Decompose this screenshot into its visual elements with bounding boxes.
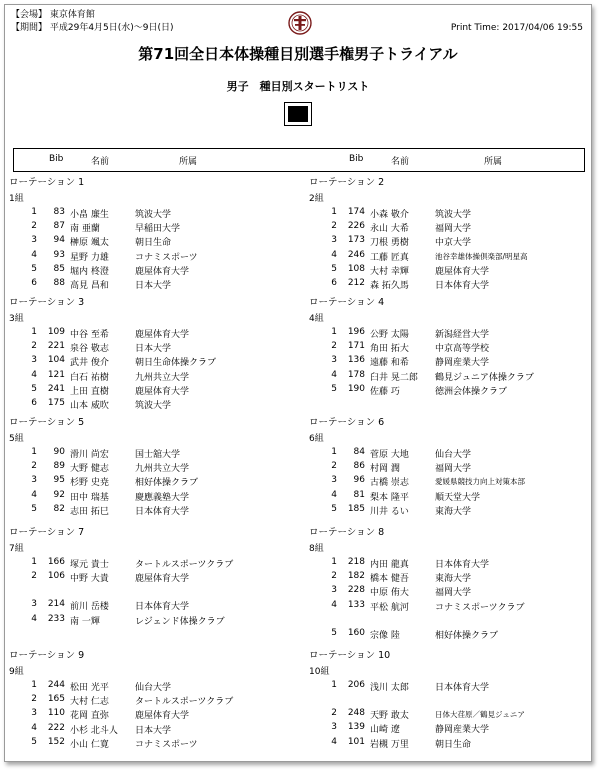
athlete-name: 前川 岳楼 <box>70 602 109 613</box>
athlete-row <box>9 327 289 341</box>
bib-number: 212 <box>347 278 365 288</box>
athlete-affiliation: 慶應義塾大学 <box>135 492 190 503</box>
bib-number: 228 <box>347 585 365 596</box>
bib-number: 174 <box>347 207 365 217</box>
start-order: 4 <box>331 249 337 260</box>
athlete-name: 白石 祐樹 <box>70 372 109 383</box>
group-label: 6組 <box>309 434 324 444</box>
athlete-row <box>9 680 289 694</box>
athlete-affiliation: 九州共立大学 <box>135 372 190 383</box>
bib-number: 81 <box>353 489 365 500</box>
start-order: 2 <box>331 571 337 582</box>
start-order: 4 <box>331 599 337 610</box>
athlete-row <box>9 355 289 369</box>
start-order: 1 <box>331 447 337 457</box>
bib-number: 85 <box>53 263 65 274</box>
athlete-affiliation: 中京大学 <box>435 238 472 249</box>
start-order: 3 <box>331 355 337 366</box>
athlete-row <box>309 557 589 571</box>
athlete-row <box>309 475 589 489</box>
bib-number: 133 <box>347 599 365 610</box>
start-order: 2 <box>331 461 337 472</box>
athlete-name: 上田 直樹 <box>70 386 109 397</box>
bib-number: 241 <box>47 383 65 394</box>
athlete-affiliation: 日本大学 <box>135 344 172 355</box>
col-bib-left: Bib <box>49 154 64 164</box>
athlete-row <box>9 250 289 264</box>
athlete-name: 川井 るい <box>370 506 409 517</box>
athlete-affiliation: コナミスポーツ <box>135 252 198 263</box>
athlete-row <box>9 504 289 518</box>
athlete-affiliation: 愛媛県競技力向上対策本部 <box>435 477 525 487</box>
bib-number: 221 <box>47 341 65 352</box>
bib-number: 87 <box>53 221 65 232</box>
rotation-label: ローテーション 7 <box>9 527 85 538</box>
athlete-row <box>9 708 289 722</box>
athlete-affiliation: 静岡産業大学 <box>435 358 490 369</box>
rotation-label: ローテーション 4 <box>309 297 385 308</box>
bib-number: 178 <box>347 369 365 380</box>
athlete-name: 南 一輝 <box>70 616 100 627</box>
bib-number: 222 <box>47 722 65 733</box>
bib-number: 233 <box>47 613 65 624</box>
athlete-row <box>309 264 589 278</box>
athlete-name: 天野 敢太 <box>370 711 409 722</box>
start-order: 4 <box>31 489 37 500</box>
bib-number: 248 <box>347 708 365 719</box>
athlete-affiliation: 相好体操クラブ <box>435 630 499 641</box>
bib-number: 206 <box>347 680 365 690</box>
athlete-row <box>309 278 589 292</box>
rotation-label: ローテーション 9 <box>9 650 85 661</box>
athlete-row <box>9 207 289 221</box>
start-order: 5 <box>31 263 37 274</box>
athlete-row <box>9 614 289 628</box>
bib-number: 86 <box>353 461 365 472</box>
athlete-affiliation: 池谷幸雄体操倶楽部/明星高 <box>435 251 528 261</box>
start-order: 5 <box>331 627 337 638</box>
bib-number: 139 <box>347 722 365 733</box>
start-order: 5 <box>31 736 37 747</box>
start-order: 4 <box>331 736 337 747</box>
start-order: 4 <box>331 489 337 500</box>
athlete-name: 公野 太陽 <box>370 330 409 340</box>
athlete-row <box>9 370 289 384</box>
athlete-name: 工藤 匠真 <box>370 252 409 263</box>
athlete-affiliation: 仙台大学 <box>135 683 172 693</box>
athlete-affiliation: 中京高等学校 <box>435 344 490 355</box>
athlete-affiliation: 静岡産業大学 <box>435 725 490 736</box>
bib-number: 173 <box>347 235 365 246</box>
start-order: 6 <box>31 278 37 288</box>
start-order: 2 <box>31 694 37 705</box>
start-order: 4 <box>331 369 337 380</box>
athlete-affiliation: 早稲田大学 <box>135 224 181 235</box>
athlete-row <box>309 327 589 341</box>
athlete-affiliation: 筑波大学 <box>135 401 172 411</box>
athlete-name: 角田 拓大 <box>370 344 409 355</box>
athlete-row <box>309 490 589 504</box>
athlete-affiliation: 福岡大学 <box>435 224 472 235</box>
athlete-name: 武井 俊介 <box>70 358 109 369</box>
athlete-name: 遠藤 和希 <box>370 358 409 369</box>
bib-number: 160 <box>347 627 365 638</box>
athlete-name: 橋本 健吾 <box>370 574 409 585</box>
bib-number: 101 <box>347 736 365 747</box>
athlete-row <box>309 355 589 369</box>
bib-number: 165 <box>47 694 65 705</box>
athlete-name: 中野 大貴 <box>70 574 109 585</box>
group-label: 10組 <box>309 667 330 677</box>
start-order: 3 <box>331 475 337 486</box>
column-header-bar <box>13 148 585 172</box>
bib-number: 95 <box>53 475 65 486</box>
group-label: 8組 <box>309 544 324 554</box>
start-order: 3 <box>331 722 337 733</box>
athlete-row <box>309 341 589 355</box>
athlete-name: 刀根 勇樹 <box>370 238 409 249</box>
athlete-row <box>309 722 589 736</box>
rotation-label: ローテーション 5 <box>9 417 85 428</box>
rotation-label: ローテーション 10 <box>309 650 391 661</box>
athlete-row <box>309 461 589 475</box>
athlete-affiliation: 日本体育大学 <box>435 560 490 570</box>
bib-number: 108 <box>347 263 365 274</box>
bib-number: 96 <box>353 475 365 486</box>
athlete-affiliation: 九州共立大学 <box>135 464 190 475</box>
athlete-row <box>309 737 589 751</box>
bib-number: 218 <box>347 557 365 567</box>
bib-number: 104 <box>47 355 65 366</box>
bib-number: 226 <box>347 221 365 232</box>
athlete-name: 古橋 崇志 <box>370 478 409 489</box>
athlete-row <box>9 278 289 292</box>
bib-number: 88 <box>53 278 65 288</box>
athlete-name: 森 拓久馬 <box>370 281 409 291</box>
athlete-affiliation: 鹿屋体育大学 <box>435 266 490 277</box>
athlete-row <box>309 585 589 599</box>
bib-number: 196 <box>347 327 365 337</box>
start-order: 1 <box>331 557 337 567</box>
start-order: 5 <box>331 503 337 514</box>
athlete-row <box>9 723 289 737</box>
athlete-affiliation: 徳洲会体操クラブ <box>435 386 508 397</box>
athlete-affiliation: 朝日生命体操クラブ <box>135 358 217 369</box>
start-order: 1 <box>31 557 37 567</box>
bib-number: 244 <box>47 680 65 690</box>
athlete-name: 堀内 柊澄 <box>70 266 109 277</box>
athlete-affiliation: 東海大学 <box>435 506 472 517</box>
athlete-affiliation: 日体大荏原／鶴見ジュニア <box>435 710 525 720</box>
bib-number: 185 <box>347 503 365 514</box>
athlete-affiliation: 仙台大学 <box>435 450 472 460</box>
athlete-row <box>309 221 589 235</box>
athlete-affiliation: 筑波大学 <box>135 210 172 220</box>
athlete-row <box>9 235 289 249</box>
athlete-name: 山本 威吹 <box>70 401 109 411</box>
athlete-name: 小森 敬介 <box>370 210 409 220</box>
bib-number: 190 <box>347 383 365 394</box>
athlete-name: 内田 龍真 <box>370 560 409 570</box>
group-label: 7組 <box>9 544 24 554</box>
athlete-row <box>309 250 589 264</box>
athlete-name: 南 亜蘭 <box>70 224 100 235</box>
athlete-affiliation: 東海大学 <box>435 574 472 585</box>
rotation-label: ローテーション 1 <box>9 177 85 188</box>
bib-number: 175 <box>47 398 65 408</box>
athlete-name: 宗像 陸 <box>370 630 400 641</box>
start-order: 3 <box>31 708 37 719</box>
bib-number: 121 <box>47 369 65 380</box>
group-label: 5組 <box>9 434 24 444</box>
start-order: 3 <box>31 599 37 610</box>
bib-number: 106 <box>47 571 65 582</box>
rotation-label: ローテーション 6 <box>309 417 385 428</box>
col-name-left: 名前 <box>91 157 110 167</box>
bib-number: 92 <box>53 489 65 500</box>
athlete-affiliation: コナミスポーツクラブ <box>435 602 525 613</box>
group-label: 4組 <box>309 314 324 324</box>
bib-number: 214 <box>47 599 65 610</box>
start-order: 5 <box>331 263 337 274</box>
athlete-name: 菅原 大地 <box>370 450 409 460</box>
athlete-name: 臼井 晃二郎 <box>370 372 418 383</box>
start-list-page <box>4 4 592 762</box>
athlete-affiliation: 鹿屋体育大学 <box>135 266 190 277</box>
bib-number: 152 <box>47 736 65 747</box>
start-order: 5 <box>331 383 337 394</box>
start-order: 1 <box>331 327 337 337</box>
start-order: 3 <box>331 235 337 246</box>
athlete-name: 滑川 尚宏 <box>70 450 109 460</box>
athlete-row <box>309 600 589 614</box>
athlete-affiliation: 鹿屋体育大学 <box>135 330 190 340</box>
period-label: 【期間】 平成29年4月5日(水)～9日(日) <box>11 23 174 33</box>
athlete-row <box>9 571 289 585</box>
start-order: 1 <box>31 447 37 457</box>
athlete-row <box>309 384 589 398</box>
athlete-affiliation: 新潟経営大学 <box>435 330 490 340</box>
group-label: 1組 <box>9 194 24 204</box>
athlete-name: 浅川 太郎 <box>370 683 409 693</box>
start-order: 2 <box>31 341 37 352</box>
bib-number: 84 <box>353 447 365 457</box>
event-symbol <box>284 102 312 126</box>
col-affiliation-left: 所属 <box>179 157 198 167</box>
athlete-affiliation: 日本体育大学 <box>135 506 190 517</box>
athlete-row <box>309 235 589 249</box>
athlete-row <box>309 708 589 722</box>
athlete-name: 田中 瑞基 <box>70 492 109 503</box>
athlete-name: 大村 幸輝 <box>370 266 409 277</box>
col-affiliation-right: 所属 <box>484 157 503 167</box>
group-label: 3組 <box>9 314 24 324</box>
athlete-name: 松田 光平 <box>70 683 109 693</box>
athlete-affiliation: 鹿屋体育大学 <box>135 711 190 722</box>
bib-number: 110 <box>47 708 65 719</box>
col-name-right: 名前 <box>391 157 410 167</box>
athlete-row <box>309 207 589 221</box>
athlete-row <box>9 398 289 412</box>
athlete-name: 高見 昌和 <box>70 281 109 291</box>
athlete-row <box>9 694 289 708</box>
athlete-affiliation: 朝日生命 <box>435 739 472 750</box>
athlete-affiliation: 福岡大学 <box>435 464 472 475</box>
athlete-name: 佐藤 巧 <box>370 386 400 397</box>
athlete-row <box>309 628 589 642</box>
athlete-row <box>9 447 289 461</box>
document-title: 第71回全日本体操種目別選手権男子トライアル <box>138 45 458 63</box>
bib-number: 82 <box>53 503 65 514</box>
athlete-affiliation: 福岡大学 <box>435 588 472 599</box>
start-order: 1 <box>331 207 337 217</box>
bib-number: 94 <box>53 235 65 246</box>
venue-label: 【会場】 東京体育館 <box>11 10 95 20</box>
start-order: 2 <box>31 461 37 472</box>
athlete-row <box>9 384 289 398</box>
start-order: 3 <box>31 475 37 486</box>
athlete-affiliation: 相好体操クラブ <box>135 478 199 489</box>
start-order: 1 <box>31 680 37 690</box>
start-order: 3 <box>331 585 337 596</box>
start-order: 5 <box>31 383 37 394</box>
athlete-name: 大野 健志 <box>70 464 109 475</box>
athlete-name: 平松 航河 <box>370 602 409 613</box>
start-order: 4 <box>31 249 37 260</box>
athlete-affiliation: タートルスポーツクラブ <box>135 697 234 708</box>
athlete-affiliation: 順天堂大学 <box>435 492 481 503</box>
bib-number: 246 <box>347 249 365 260</box>
athlete-name: 村岡 潤 <box>370 464 400 475</box>
athlete-affiliation: 朝日生命 <box>135 238 172 249</box>
start-order: 4 <box>31 613 37 624</box>
rotation-label: ローテーション 8 <box>309 527 385 538</box>
bib-number: 90 <box>53 447 65 457</box>
athlete-affiliation: コナミスポーツ <box>135 739 198 750</box>
athlete-name: 山崎 遼 <box>370 725 400 736</box>
athlete-affiliation: 日本体育大学 <box>135 602 190 613</box>
group-label: 2組 <box>309 194 324 204</box>
athlete-row <box>309 571 589 585</box>
athlete-name: 塚元 貴士 <box>70 560 109 570</box>
start-order: 2 <box>331 341 337 352</box>
federation-emblem-icon <box>288 11 312 35</box>
athlete-row <box>9 341 289 355</box>
document-subtitle: 男子 種目別スタートリスト <box>226 80 370 93</box>
start-order: 3 <box>31 355 37 366</box>
athlete-affiliation: 国士舘大学 <box>135 450 181 460</box>
athlete-name: 星野 力雄 <box>70 252 109 263</box>
group-label: 9組 <box>9 667 24 677</box>
athlete-row <box>9 490 289 504</box>
athlete-affiliation: 鹿屋体育大学 <box>135 574 190 585</box>
athlete-name: 梨本 隆平 <box>370 492 409 503</box>
bib-number: 171 <box>347 341 365 352</box>
start-order: 1 <box>331 680 337 690</box>
athlete-row <box>9 221 289 235</box>
athlete-row <box>9 599 289 613</box>
athlete-name: 中原 侑大 <box>370 588 409 599</box>
athlete-name: 小杉 北斗人 <box>70 725 118 736</box>
athlete-row <box>9 475 289 489</box>
start-order: 1 <box>31 327 37 337</box>
athlete-row <box>309 680 589 694</box>
start-order: 6 <box>31 398 37 408</box>
bib-number: 109 <box>47 327 65 337</box>
athlete-affiliation: タートルスポーツクラブ <box>135 560 234 570</box>
athlete-affiliation: 鹿屋体育大学 <box>135 386 190 397</box>
start-order: 2 <box>331 708 337 719</box>
bib-number: 83 <box>53 207 65 217</box>
athlete-affiliation: 筑波大学 <box>435 210 472 220</box>
athlete-affiliation: レジェンド体操クラブ <box>135 616 225 627</box>
start-order: 2 <box>31 221 37 232</box>
rotation-label: ローテーション 2 <box>309 177 385 188</box>
athlete-name: 杉野 史尭 <box>70 478 109 489</box>
athlete-name: 小山 仁寛 <box>70 739 109 750</box>
athlete-name: 榊原 颯太 <box>70 238 109 249</box>
start-order: 2 <box>31 571 37 582</box>
athlete-name: 大村 仁志 <box>70 697 109 708</box>
athlete-affiliation: 日本体育大学 <box>435 281 490 291</box>
start-order: 6 <box>331 278 337 288</box>
athlete-affiliation: 鶴見ジュニア体操クラブ <box>435 372 534 383</box>
print-time: Print Time: 2017/04/06 19:55 <box>450 23 583 33</box>
rotation-label: ローテーション 3 <box>9 297 85 308</box>
bib-number: 89 <box>53 461 65 472</box>
col-bib-right: Bib <box>349 154 364 164</box>
athlete-row <box>309 370 589 384</box>
athlete-row <box>309 504 589 518</box>
athlete-row <box>309 447 589 461</box>
bib-number: 93 <box>53 249 65 260</box>
athlete-name: 中谷 至希 <box>70 330 109 340</box>
athlete-row <box>9 737 289 751</box>
athlete-name: 永山 大希 <box>370 224 409 235</box>
start-order: 2 <box>331 221 337 232</box>
athlete-name: 岩槻 万里 <box>370 739 409 750</box>
athlete-row <box>9 557 289 571</box>
athlete-affiliation: 日本体育大学 <box>435 683 490 693</box>
athlete-row <box>9 264 289 278</box>
start-order: 1 <box>31 207 37 217</box>
athlete-affiliation: 日本大学 <box>135 725 172 736</box>
athlete-name: 花岡 直弥 <box>70 711 109 722</box>
bib-number: 136 <box>347 355 365 366</box>
athlete-row <box>9 461 289 475</box>
bib-number: 182 <box>347 571 365 582</box>
start-order: 4 <box>31 369 37 380</box>
start-order: 4 <box>31 722 37 733</box>
start-order: 3 <box>31 235 37 246</box>
bib-number: 166 <box>47 557 65 567</box>
start-order: 5 <box>31 503 37 514</box>
athlete-name: 泉谷 敬志 <box>70 344 109 355</box>
athlete-name: 小畠 廉生 <box>70 210 109 220</box>
athlete-name: 志田 拓巳 <box>70 506 109 517</box>
athlete-affiliation: 日本大学 <box>135 281 172 291</box>
